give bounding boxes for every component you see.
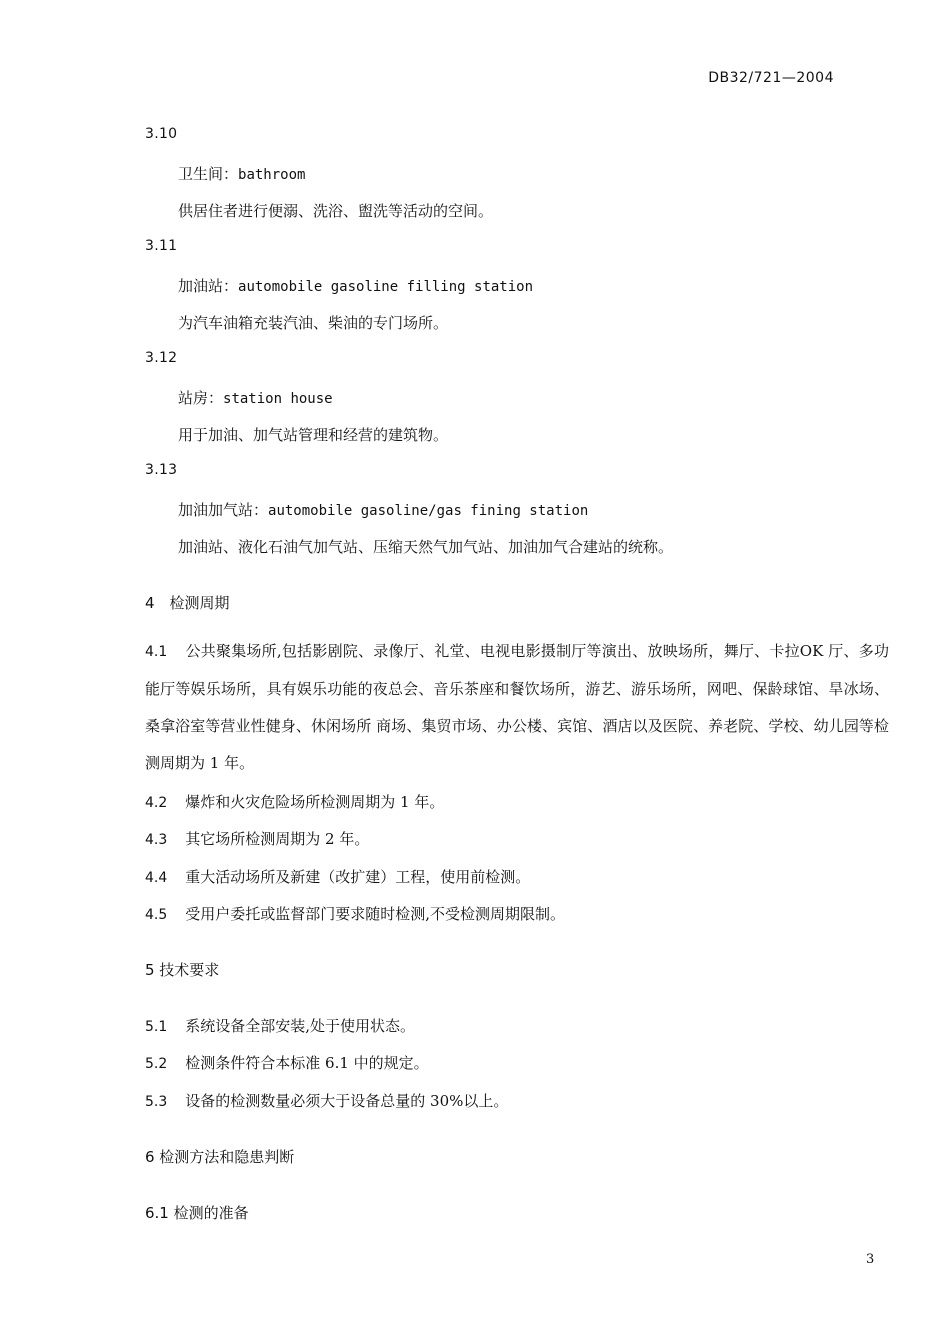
definition-term [178,163,305,184]
definition-term [178,499,588,520]
item-number: 5.3 [145,1094,168,1110]
item-number: 5.2 [145,1056,168,1072]
term-chinese: 加油站： [178,277,239,295]
term-english: automobile gasoline filling station [238,279,534,295]
list-item [145,1052,429,1073]
term-chinese: 加油加气站： [178,501,269,519]
page-number: 3 [866,1252,875,1267]
term-english: station house [223,391,333,407]
item-number: 4.2 [145,795,168,811]
definition-text: 加油站、液化石油气加气站、压缩天然气加气站、加油加气合建站的统称。 [178,538,674,556]
item-text: 系统设备全部安装,处于使用状态。 [185,1017,416,1035]
item-text: 检测条件符合本标准 6.1 中的规定。 [185,1054,429,1072]
list-item [145,791,444,812]
definition-text: 为汽车油箱充装汽油、柴油的专门场所。 [178,314,449,332]
term-chinese: 站房： [178,389,224,407]
definition-number: 3.10 [145,126,178,142]
item-text: 受用户委托或监督部门要求随时检测,不受检测周期限制。 [185,905,566,923]
item-number: 4.5 [145,907,168,923]
item-text: 重大活动场所及新建（改扩建）工程，使用前检测。 [185,868,531,886]
item-text: 爆炸和火灾危险场所检测周期为 1 年。 [185,793,445,811]
item-text: 公共聚集场所,包括影剧院、录像厅、礼堂、电视电影摄制厅等演出、放映场所，舞厅、卡拉OK 厅、多功能厅等娱乐场所，具有娱乐功能的夜总会、音乐茶座和餐饮场所，游艺、游乐场所，网吧、保龄球馆、旱冰场、桑拿浴室等营业性健身、休闲场所 商场、集贸市场、办公楼、宾馆、酒店以及医院、养老院、学校、幼儿园等检测周期为 1 年。 [145,642,889,772]
list-item [145,828,369,849]
item-number: 4.4 [145,870,168,886]
item-number: 4.3 [145,832,168,848]
section-heading: 6 检测方法和隐患判断 [145,1148,295,1166]
section-heading: 5 技术要求 [145,961,220,979]
definition-number: 3.13 [145,462,178,478]
item-text: 其它场所检测周期为 2 年。 [185,830,370,848]
definition-number: 3.11 [145,238,178,254]
definition-number: 3.12 [145,350,178,366]
term-english: automobile gasoline/gas fining station [268,503,589,519]
definition-term [178,275,533,296]
definition-text: 用于加油、加气站管理和经营的建筑物。 [178,426,449,444]
term-english: bathroom [238,167,306,183]
subsection-heading: 6.1 检测的准备 [145,1204,249,1222]
document-code: DB32/721—2004 [708,70,834,86]
list-item [145,633,889,782]
list-item [145,903,565,924]
section-heading: 4 检测周期 [145,594,230,612]
item-text: 设备的检测数量必须大于设备总量的 30%以上。 [185,1092,509,1110]
definition-text: 供居住者进行便溺、洗浴、盥洗等活动的空间。 [178,202,494,220]
item-number: 5.1 [145,1019,168,1035]
list-item [145,1090,508,1111]
list-item [145,1015,415,1036]
term-chinese: 卫生间： [178,165,239,183]
list-item [145,866,530,887]
item-number: 4.1 [145,644,168,660]
definition-term [178,387,333,408]
